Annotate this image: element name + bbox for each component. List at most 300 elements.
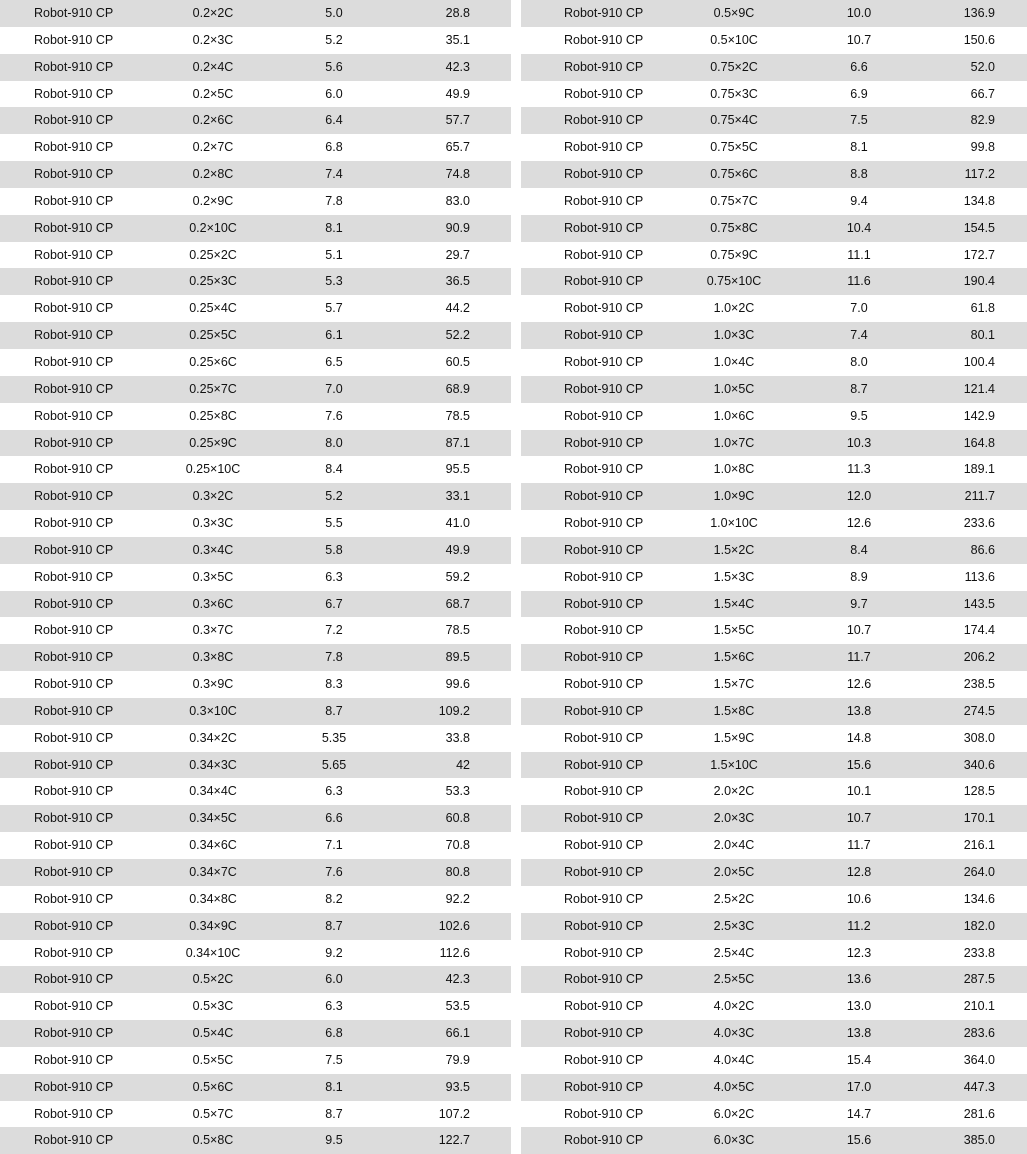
model-cell: Robot-910 CP xyxy=(34,354,114,369)
model-cell: Robot-910 CP xyxy=(564,381,644,396)
spec-cell: 1.0×10C xyxy=(710,516,758,531)
model-cell: Robot-910 CP xyxy=(564,59,644,74)
model-cell: Robot-910 CP xyxy=(34,274,114,289)
weight-cell: 102.6 xyxy=(438,918,470,933)
weight-cell: 233.6 xyxy=(963,516,995,531)
diameter-cell: 8.0 xyxy=(325,435,343,450)
table-row xyxy=(0,215,511,242)
diameter-cell: 8.4 xyxy=(325,462,343,477)
model-cell: Robot-910 CP xyxy=(34,1052,114,1067)
spec-cell: 2.0×2C xyxy=(713,784,755,799)
weight-cell: 99.8 xyxy=(970,140,995,155)
weight-cell: 60.5 xyxy=(445,354,470,369)
diameter-cell: 7.1 xyxy=(325,838,343,853)
model-cell: Robot-910 CP xyxy=(564,1026,644,1041)
table-row xyxy=(521,752,1027,779)
spec-cell: 0.75×10C xyxy=(706,274,762,289)
weight-cell: 112.6 xyxy=(439,945,470,960)
diameter-cell: 6.8 xyxy=(325,1026,343,1041)
table-row xyxy=(521,107,1027,134)
weight-cell: 150.6 xyxy=(963,32,995,47)
model-cell: Robot-910 CP xyxy=(564,1052,644,1067)
table-row xyxy=(0,591,511,618)
spec-cell: 2.5×3C xyxy=(713,918,755,933)
diameter-cell: 6.9 xyxy=(850,86,868,101)
diameter-cell: 11.7 xyxy=(847,838,871,853)
diameter-cell: 5.6 xyxy=(325,59,343,74)
diameter-cell: 6.3 xyxy=(325,569,343,584)
weight-cell: 49.9 xyxy=(445,86,470,101)
model-cell: Robot-910 CP xyxy=(564,972,644,987)
weight-cell: 190.4 xyxy=(963,274,995,289)
table-row xyxy=(521,591,1027,618)
diameter-cell: 6.1 xyxy=(325,328,343,343)
table-row xyxy=(521,349,1027,376)
spec-cell: 0.34×3C xyxy=(189,757,237,772)
model-cell: Robot-910 CP xyxy=(564,1133,644,1148)
diameter-cell: 10.7 xyxy=(846,32,872,47)
model-cell: Robot-910 CP xyxy=(34,838,114,853)
model-cell: Robot-910 CP xyxy=(34,918,114,933)
spec-cell: 0.2×10C xyxy=(189,220,237,235)
spec-cell: 1.0×6C xyxy=(713,408,755,423)
spec-cell: 1.0×9C xyxy=(713,489,755,504)
weight-cell: 283.6 xyxy=(963,1026,995,1041)
spec-cell: 0.75×2C xyxy=(710,59,758,74)
weight-cell: 170.1 xyxy=(963,811,995,826)
table-row xyxy=(521,778,1027,805)
model-cell: Robot-910 CP xyxy=(564,677,644,692)
diameter-cell: 8.3 xyxy=(325,677,343,692)
spec-cell: 1.0×7C xyxy=(713,435,755,450)
model-cell: Robot-910 CP xyxy=(34,972,114,987)
spec-cell: 2.0×3C xyxy=(713,811,755,826)
weight-cell: 89.5 xyxy=(445,650,470,665)
model-cell: Robot-910 CP xyxy=(564,354,644,369)
diameter-cell: 17.0 xyxy=(846,1079,872,1094)
spec-cell: 2.5×4C xyxy=(713,945,755,960)
diameter-cell: 5.7 xyxy=(325,301,343,316)
table-row xyxy=(0,698,511,725)
diameter-cell: 8.8 xyxy=(850,167,868,182)
weight-cell: 28.8 xyxy=(445,6,470,20)
table-row xyxy=(521,0,1027,27)
spec-cell: 1.5×2C xyxy=(713,542,755,557)
weight-cell: 238.5 xyxy=(963,677,995,692)
spec-cell: 0.2×4C xyxy=(192,59,234,74)
weight-cell: 364.0 xyxy=(963,1052,995,1067)
table-row xyxy=(521,859,1027,886)
model-cell: Robot-910 CP xyxy=(564,6,644,20)
model-cell: Robot-910 CP xyxy=(34,784,114,799)
spec-cell: 0.2×9C xyxy=(192,193,234,208)
spec-cell: 0.25×7C xyxy=(189,381,237,396)
diameter-cell: 7.0 xyxy=(850,301,868,316)
diameter-cell: 6.3 xyxy=(325,784,343,799)
weight-cell: 189.1 xyxy=(963,462,995,477)
weight-cell: 287.5 xyxy=(963,972,995,987)
spec-cell: 1.5×3C xyxy=(713,569,755,584)
weight-cell: 68.7 xyxy=(445,596,470,611)
model-cell: Robot-910 CP xyxy=(34,167,114,182)
diameter-cell: 10.3 xyxy=(846,435,872,450)
table-row xyxy=(521,430,1027,457)
model-cell: Robot-910 CP xyxy=(564,999,644,1014)
diameter-cell: 6.6 xyxy=(850,59,868,74)
spec-cell: 1.0×4C xyxy=(713,354,755,369)
weight-cell: 78.5 xyxy=(445,623,470,638)
spec-cell: 0.2×7C xyxy=(192,140,234,155)
weight-cell: 447.3 xyxy=(963,1079,995,1094)
diameter-cell: 5.8 xyxy=(325,542,343,557)
diameter-cell: 5.1 xyxy=(325,247,343,262)
weight-cell: 121.4 xyxy=(963,381,995,396)
diameter-cell: 8.0 xyxy=(850,354,868,369)
diameter-cell: 7.6 xyxy=(325,865,343,879)
model-cell: Robot-910 CP xyxy=(564,945,644,960)
model-cell: Robot-910 CP xyxy=(34,1106,114,1121)
model-cell: Robot-910 CP xyxy=(34,6,114,20)
spec-cell: 1.5×8C xyxy=(713,703,755,718)
model-cell: Robot-910 CP xyxy=(564,918,644,933)
spec-cell: 0.25×10C xyxy=(185,462,241,477)
diameter-cell: 5.5 xyxy=(325,516,343,531)
table-row xyxy=(521,134,1027,161)
weight-cell: 66.1 xyxy=(445,1026,470,1041)
model-cell: Robot-910 CP xyxy=(564,435,644,450)
model-cell: Robot-910 CP xyxy=(564,1106,644,1121)
spec-cell: 0.34×7C xyxy=(189,865,237,879)
weight-cell: 74.8 xyxy=(445,167,470,182)
table-row xyxy=(521,913,1027,940)
diameter-cell: 12.8 xyxy=(846,865,872,879)
diameter-cell: 5.3 xyxy=(325,274,343,289)
weight-cell: 86.6 xyxy=(970,542,995,557)
model-cell: Robot-910 CP xyxy=(34,435,114,450)
weight-cell: 59.2 xyxy=(445,569,470,584)
table-row xyxy=(0,1127,511,1154)
table-row xyxy=(521,966,1027,993)
table-row xyxy=(0,403,511,430)
diameter-cell: 5.2 xyxy=(325,32,343,47)
spec-cell: 0.34×5C xyxy=(189,811,237,826)
spec-cell: 0.2×5C xyxy=(192,86,234,101)
weight-cell: 53.3 xyxy=(445,784,470,799)
model-cell: Robot-910 CP xyxy=(34,381,114,396)
spec-cell: 0.34×10C xyxy=(185,945,241,960)
weight-cell: 216.1 xyxy=(963,838,995,853)
diameter-cell: 7.5 xyxy=(325,1052,343,1067)
table-row xyxy=(521,832,1027,859)
diameter-cell: 15.6 xyxy=(846,1133,872,1148)
diameter-cell: 8.4 xyxy=(850,542,868,557)
spec-cell: 0.25×4C xyxy=(189,301,237,316)
spec-cell: 0.5×10C xyxy=(710,32,758,47)
table-row xyxy=(0,242,511,269)
spec-cell: 0.75×3C xyxy=(710,86,758,101)
table-row xyxy=(0,0,511,27)
model-cell: Robot-910 CP xyxy=(34,865,114,879)
table-row xyxy=(521,268,1027,295)
diameter-cell: 9.7 xyxy=(850,596,868,611)
spec-cell: 0.5×3C xyxy=(192,999,234,1014)
table-row xyxy=(521,54,1027,81)
weight-cell: 66.7 xyxy=(970,86,995,101)
table-row xyxy=(0,778,511,805)
diameter-cell: 6.5 xyxy=(325,354,343,369)
model-cell: Robot-910 CP xyxy=(34,247,114,262)
spec-cell: 4.0×3C xyxy=(713,1026,755,1041)
spec-cell: 1.5×9C xyxy=(713,730,755,745)
table-row xyxy=(0,510,511,537)
spec-cell: 0.34×9C xyxy=(189,918,237,933)
diameter-cell: 7.4 xyxy=(325,167,343,182)
spec-cell: 0.75×5C xyxy=(710,140,758,155)
weight-cell: 113.6 xyxy=(964,569,995,584)
spec-cell: 6.0×2C xyxy=(713,1106,755,1121)
spec-cell: 2.5×5C xyxy=(713,972,755,987)
diameter-cell: 6.7 xyxy=(325,596,343,611)
model-cell: Robot-910 CP xyxy=(34,999,114,1014)
weight-cell: 80.8 xyxy=(445,865,470,879)
diameter-cell: 12.6 xyxy=(846,516,872,531)
model-cell: Robot-910 CP xyxy=(34,140,114,155)
model-cell: Robot-910 CP xyxy=(564,784,644,799)
weight-cell: 87.1 xyxy=(445,435,470,450)
table-row xyxy=(521,215,1027,242)
table-row xyxy=(0,322,511,349)
table-row xyxy=(0,349,511,376)
diameter-cell: 10.0 xyxy=(846,6,872,20)
weight-cell: 128.5 xyxy=(963,784,995,799)
weight-cell: 136.9 xyxy=(963,6,995,20)
diameter-cell: 6.0 xyxy=(325,972,343,987)
weight-cell: 49.9 xyxy=(445,542,470,557)
table-row xyxy=(521,81,1027,108)
model-cell: Robot-910 CP xyxy=(34,945,114,960)
model-cell: Robot-910 CP xyxy=(564,113,644,128)
table-row xyxy=(0,859,511,886)
table-row xyxy=(0,483,511,510)
spec-cell: 4.0×4C xyxy=(713,1052,755,1067)
table-row xyxy=(0,832,511,859)
weight-cell: 33.1 xyxy=(445,489,470,504)
model-cell: Robot-910 CP xyxy=(34,1026,114,1041)
model-cell: Robot-910 CP xyxy=(34,220,114,235)
diameter-cell: 5.35 xyxy=(321,730,347,745)
weight-cell: 107.2 xyxy=(438,1106,470,1121)
spec-cell: 0.5×9C xyxy=(713,6,755,20)
spec-cell: 0.3×8C xyxy=(192,650,234,665)
model-cell: Robot-910 CP xyxy=(34,1079,114,1094)
diameter-cell: 5.65 xyxy=(321,757,347,772)
spec-cell: 2.0×5C xyxy=(713,865,755,879)
model-cell: Robot-910 CP xyxy=(564,86,644,101)
spec-cell: 4.0×5C xyxy=(713,1079,755,1094)
model-cell: Robot-910 CP xyxy=(564,891,644,906)
model-cell: Robot-910 CP xyxy=(34,408,114,423)
weight-cell: 41.0 xyxy=(445,516,470,531)
table-row xyxy=(0,644,511,671)
model-cell: Robot-910 CP xyxy=(34,489,114,504)
weight-cell: 122.7 xyxy=(438,1133,470,1148)
weight-cell: 78.5 xyxy=(445,408,470,423)
spec-cell: 0.3×9C xyxy=(192,677,234,692)
spec-cell: 0.34×4C xyxy=(189,784,237,799)
spec-cell: 0.2×8C xyxy=(192,167,234,182)
weight-cell: 143.5 xyxy=(963,596,995,611)
weight-cell: 82.9 xyxy=(970,113,995,128)
table-row xyxy=(521,1127,1027,1154)
model-cell: Robot-910 CP xyxy=(564,811,644,826)
diameter-cell: 5.0 xyxy=(325,6,343,20)
model-cell: Robot-910 CP xyxy=(34,623,114,638)
diameter-cell: 12.0 xyxy=(846,489,872,504)
model-cell: Robot-910 CP xyxy=(34,113,114,128)
diameter-cell: 8.1 xyxy=(325,220,343,235)
weight-cell: 142.9 xyxy=(963,408,995,423)
model-cell: Robot-910 CP xyxy=(564,220,644,235)
model-cell: Robot-910 CP xyxy=(564,757,644,772)
table-row xyxy=(521,940,1027,967)
weight-cell: 42.3 xyxy=(445,59,470,74)
model-cell: Robot-910 CP xyxy=(564,167,644,182)
table-row xyxy=(521,483,1027,510)
diameter-cell: 6.4 xyxy=(325,113,343,128)
table-row xyxy=(521,376,1027,403)
spec-cell: 0.75×6C xyxy=(710,167,758,182)
table-row xyxy=(0,1101,511,1128)
spec-cell: 1.0×8C xyxy=(713,462,755,477)
weight-cell: 281.6 xyxy=(963,1106,995,1121)
model-cell: Robot-910 CP xyxy=(564,193,644,208)
spec-cell: 0.34×2C xyxy=(189,730,237,745)
table-row xyxy=(0,886,511,913)
weight-cell: 308.0 xyxy=(963,730,995,745)
spec-cell: 0.25×9C xyxy=(189,435,237,450)
table-row xyxy=(521,242,1027,269)
diameter-cell: 8.1 xyxy=(850,140,868,155)
diameter-cell: 12.3 xyxy=(846,945,872,960)
spec-cell: 0.5×5C xyxy=(192,1052,234,1067)
weight-cell: 29.7 xyxy=(445,247,470,262)
spec-cell: 1.5×5C xyxy=(713,623,755,638)
table-row xyxy=(0,1074,511,1101)
table-row xyxy=(521,188,1027,215)
weight-cell: 100.4 xyxy=(963,354,995,369)
weight-cell: 61.8 xyxy=(970,301,995,316)
diameter-cell: 6.0 xyxy=(325,86,343,101)
table-row xyxy=(0,725,511,752)
spec-cell: 0.3×3C xyxy=(192,516,234,531)
model-cell: Robot-910 CP xyxy=(34,462,114,477)
model-cell: Robot-910 CP xyxy=(564,489,644,504)
weight-cell: 42 xyxy=(456,757,470,772)
table-row xyxy=(521,993,1027,1020)
weight-cell: 65.7 xyxy=(445,140,470,155)
table-row xyxy=(0,940,511,967)
table-row xyxy=(521,698,1027,725)
diameter-cell: 8.1 xyxy=(325,1079,343,1094)
weight-cell: 33.8 xyxy=(445,730,470,745)
weight-cell: 52.2 xyxy=(445,328,470,343)
model-cell: Robot-910 CP xyxy=(564,838,644,853)
weight-cell: 92.2 xyxy=(445,891,470,906)
model-cell: Robot-910 CP xyxy=(564,301,644,316)
model-cell: Robot-910 CP xyxy=(34,677,114,692)
spec-cell: 1.5×10C xyxy=(710,757,758,772)
table-row xyxy=(521,1047,1027,1074)
weight-cell: 164.8 xyxy=(963,435,995,450)
diameter-cell: 7.4 xyxy=(850,328,868,343)
weight-cell: 60.8 xyxy=(445,811,470,826)
spec-cell: 0.3×2C xyxy=(192,489,234,504)
model-cell: Robot-910 CP xyxy=(34,32,114,47)
diameter-cell: 10.7 xyxy=(846,623,872,638)
diameter-cell: 5.2 xyxy=(325,489,343,504)
weight-cell: 35.1 xyxy=(445,32,470,47)
table-row xyxy=(521,805,1027,832)
model-cell: Robot-910 CP xyxy=(564,542,644,557)
spec-cell: 0.2×6C xyxy=(192,113,234,128)
spec-cell: 0.25×6C xyxy=(189,354,237,369)
table-row xyxy=(521,456,1027,483)
spec-cell: 0.34×6C xyxy=(189,838,237,853)
table-row xyxy=(521,322,1027,349)
table-row xyxy=(521,403,1027,430)
spec-cell: 0.3×7C xyxy=(192,623,234,638)
table-row xyxy=(521,1074,1027,1101)
model-cell: Robot-910 CP xyxy=(34,328,114,343)
table-row xyxy=(0,188,511,215)
model-cell: Robot-910 CP xyxy=(34,703,114,718)
diameter-cell: 8.9 xyxy=(850,569,868,584)
weight-cell: 233.8 xyxy=(963,945,995,960)
spec-cell: 0.3×4C xyxy=(192,542,234,557)
weight-cell: 340.6 xyxy=(963,757,995,772)
diameter-cell: 9.5 xyxy=(325,1133,343,1148)
diameter-cell: 13.8 xyxy=(846,1026,872,1041)
table-row xyxy=(0,1047,511,1074)
diameter-cell: 6.6 xyxy=(325,811,343,826)
table-row xyxy=(521,1101,1027,1128)
weight-cell: 172.7 xyxy=(963,247,995,262)
model-cell: Robot-910 CP xyxy=(564,32,644,47)
diameter-cell: 8.7 xyxy=(325,918,343,933)
spec-cell: 0.75×4C xyxy=(710,113,758,128)
weight-cell: 68.9 xyxy=(445,381,470,396)
diameter-cell: 6.3 xyxy=(325,999,343,1014)
table-row xyxy=(521,644,1027,671)
weight-cell: 210.1 xyxy=(963,999,995,1014)
weight-cell: 211.7 xyxy=(964,489,995,504)
model-cell: Robot-910 CP xyxy=(564,274,644,289)
table-row xyxy=(0,54,511,81)
weight-cell: 80.1 xyxy=(970,328,995,343)
spec-cell: 0.5×2C xyxy=(192,972,234,987)
weight-cell: 174.4 xyxy=(963,623,995,638)
table-row xyxy=(0,27,511,54)
weight-cell: 90.9 xyxy=(445,220,470,235)
table-row xyxy=(0,295,511,322)
spec-cell: 0.3×5C xyxy=(192,569,234,584)
weight-cell: 83.0 xyxy=(445,193,470,208)
table-row xyxy=(521,725,1027,752)
table-row xyxy=(0,966,511,993)
weight-cell: 52.0 xyxy=(970,59,995,74)
table-row xyxy=(0,805,511,832)
table-row xyxy=(0,268,511,295)
